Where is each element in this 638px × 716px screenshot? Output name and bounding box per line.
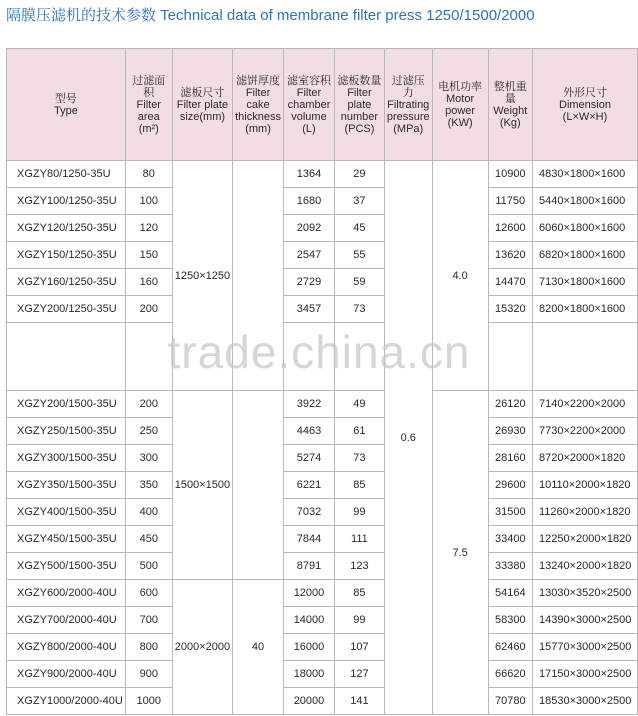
cell-dimension: 10110×2000×1820 — [532, 472, 637, 499]
cell-type: XGZY500/1500-35U — [7, 553, 126, 580]
table-row — [7, 499, 638, 526]
cell-plate-number: 123 — [335, 553, 385, 580]
table-row — [7, 242, 638, 269]
cell-weight: 70780 — [488, 688, 532, 715]
cell-chamber-volume: 7032 — [283, 499, 334, 526]
cell-weight: 26930 — [488, 418, 532, 445]
cell-filter-area: 120 — [125, 215, 172, 242]
header-line: 过滤面积 — [132, 74, 166, 99]
header-line: Dimension — [559, 98, 611, 111]
cell-dimension: 6820×1800×1600 — [532, 242, 637, 269]
cell-filter-area: 80 — [125, 161, 172, 188]
cell-weight: 54164 — [488, 580, 532, 607]
header-weight — [488, 49, 532, 161]
cell-plate-number: 61 — [335, 418, 385, 445]
table-row — [7, 391, 638, 418]
cell-type: XGZY800/2000-40U — [7, 634, 126, 661]
header-line: 电机功率 — [438, 80, 483, 93]
table-row — [7, 161, 638, 188]
header-line: Filter — [296, 86, 322, 99]
header-line: 外形尺寸 — [562, 86, 607, 99]
cell-chamber-volume: 2547 — [283, 242, 334, 269]
header-line: chamber — [287, 98, 331, 111]
header-line: Weight — [493, 104, 528, 117]
table-row — [7, 661, 638, 688]
cell-dimension: 7140×2200×2000 — [532, 391, 637, 418]
cell-weight: 66620 — [488, 661, 532, 688]
header-line: pressure — [386, 110, 430, 123]
cell-filter-area: 250 — [125, 418, 172, 445]
header-line: 滤板尺寸 — [180, 86, 225, 99]
cell-plate-number: 127 — [335, 661, 385, 688]
header-type — [7, 49, 126, 161]
header-line: (mm) — [245, 122, 271, 135]
table-row — [7, 607, 638, 634]
cell-filter-area: 160 — [125, 269, 172, 296]
cell-weight: 13620 — [488, 242, 532, 269]
cell-plate-number: 55 — [335, 242, 385, 269]
cell-plate-number: 37 — [335, 188, 385, 215]
header-filtrating-pressure — [384, 49, 432, 161]
cell-type: XGZY400/1500-35U — [7, 499, 126, 526]
cell-type: XGZY80/1250-35U — [7, 161, 126, 188]
cell-chamber-volume: 16000 — [283, 634, 334, 661]
header-line: 型号 — [54, 92, 77, 105]
cell-filter-area: 350 — [125, 472, 172, 499]
header-line: Filtrating — [387, 98, 430, 111]
cell-dimension: 5440×1800×1600 — [532, 188, 637, 215]
header-line: Filter plate — [347, 86, 372, 111]
header-line: (L×W×H) — [562, 110, 608, 123]
table-row — [7, 634, 638, 661]
cell-chamber-volume: 4463 — [283, 418, 334, 445]
cell-filter-area: 400 — [125, 499, 172, 526]
cell-plate-size: 1500×1500 — [172, 391, 232, 580]
cell-filter-area: 700 — [125, 607, 172, 634]
cell-chamber-volume: 14000 — [283, 607, 334, 634]
cell-weight: 62460 — [488, 634, 532, 661]
header-line: Filter cake — [245, 86, 271, 111]
header-plate-number — [335, 49, 385, 161]
header-line: (L) — [302, 122, 316, 135]
cell-chamber-volume: 1364 — [283, 161, 334, 188]
cell-plate-number: 49 — [335, 391, 385, 418]
table-row — [7, 526, 638, 553]
header-line: number — [340, 110, 379, 123]
watermark: trade.china.cn — [167, 326, 471, 378]
cell-plate-number: 111 — [335, 526, 385, 553]
header-motor-power — [432, 49, 488, 161]
cell-dimension: 11260×2000×1820 — [532, 499, 637, 526]
cell-motor-power: 4.0 — [432, 161, 488, 391]
cell-type: XGZY450/1500-35U — [7, 526, 126, 553]
header-line: (Kg) — [499, 116, 521, 129]
cell-chamber-volume: 20000 — [283, 688, 334, 715]
cell-chamber-volume — [283, 323, 334, 391]
header-cake-thickness — [233, 49, 284, 161]
cell-dimension: 15770×3000×2500 — [532, 634, 637, 661]
table-row — [7, 269, 638, 296]
table-row — [7, 296, 638, 323]
cell-plate-number: 59 — [335, 269, 385, 296]
header-row — [7, 49, 638, 161]
spec-table — [6, 48, 638, 715]
cell-cake-thickness — [233, 391, 284, 580]
cell-weight: 10900 — [488, 161, 532, 188]
cell-plate-number — [335, 323, 385, 391]
cell-filter-area: 500 — [125, 553, 172, 580]
cell-dimension: 13240×2000×1820 — [532, 553, 637, 580]
header-line: size(mm) — [179, 110, 226, 123]
cell-type: XGZY1000/2000-40U — [7, 688, 126, 715]
cell-type: XGZY120/1250-35U — [7, 215, 126, 242]
cell-type: XGZY300/1500-35U — [7, 445, 126, 472]
cell-plate-size: 1250×1250 — [172, 161, 232, 391]
cell-type: XGZY100/1250-35U — [7, 188, 126, 215]
cell-type: XGZY700/2000-40U — [7, 607, 126, 634]
header-plate-size — [172, 49, 232, 161]
cell-filter-area: 200 — [125, 391, 172, 418]
cell-weight: 33400 — [488, 526, 532, 553]
cell-dimension: 6060×1800×1600 — [532, 215, 637, 242]
header-line: (KW) — [447, 116, 473, 129]
header-line: (m²) — [138, 122, 159, 135]
header-filter-area — [125, 49, 172, 161]
cell-type — [7, 323, 126, 391]
cell-filtrating-pressure: 0.6 — [384, 161, 432, 715]
cell-dimension: 13030×3520×2500 — [532, 580, 637, 607]
cell-dimension: 14390×3000×2500 — [532, 607, 637, 634]
cell-chamber-volume: 12000 — [283, 580, 334, 607]
cell-dimension: 8720×2000×1820 — [532, 445, 637, 472]
cell-dimension: 8200×1800×1600 — [532, 296, 637, 323]
cell-dimension: 17150×3000×2500 — [532, 661, 637, 688]
table-row — [7, 472, 638, 499]
header-line: 过滤压力 — [391, 74, 425, 99]
cell-filter-area: 450 — [125, 526, 172, 553]
table-row — [7, 418, 638, 445]
header-line: 滤饼厚度 — [236, 74, 281, 87]
cell-type: XGZY900/2000-40U — [7, 661, 126, 688]
cell-chamber-volume: 18000 — [283, 661, 334, 688]
cell-cake-thickness: 40 — [233, 580, 284, 715]
header-line: volume — [291, 110, 327, 123]
header-line: Filter area — [136, 98, 161, 123]
cell-filter-area: 1000 — [125, 688, 172, 715]
cell-dimension: 12250×2000×1820 — [532, 526, 637, 553]
page-title: 隔膜压滤机的技术参数 Technical data of membrane filter press 1250/1500/2000 — [6, 7, 535, 24]
cell-plate-number: 99 — [335, 607, 385, 634]
cell-weight: 29600 — [488, 472, 532, 499]
cell-weight: 31500 — [488, 499, 532, 526]
cell-chamber-volume: 3922 — [283, 391, 334, 418]
cell-plate-size: 2000×2000 — [172, 580, 232, 715]
cell-plate-number: 45 — [335, 215, 385, 242]
cell-filter-area: 150 — [125, 242, 172, 269]
table-row — [7, 445, 638, 472]
cell-chamber-volume: 2092 — [283, 215, 334, 242]
table-row — [7, 188, 638, 215]
cell-type: XGZY350/1500-35U — [7, 472, 126, 499]
cell-chamber-volume: 3457 — [283, 296, 334, 323]
cell-type: XGZY200/1250-35U — [7, 296, 126, 323]
header-chamber-volume — [283, 49, 334, 161]
cell-dimension — [532, 323, 637, 391]
cell-weight: 11750 — [488, 188, 532, 215]
header-line: (PCS) — [344, 122, 375, 135]
cell-plate-number: 85 — [335, 580, 385, 607]
header-line: 滤板数量 — [337, 74, 382, 87]
cell-dimension: 4830×1800×1600 — [532, 161, 637, 188]
cell-dimension: 7730×2200×2000 — [532, 418, 637, 445]
cell-type: XGZY160/1250-35U — [7, 269, 126, 296]
cell-plate-number: 73 — [335, 445, 385, 472]
cell-weight: 26120 — [488, 391, 532, 418]
cell-weight: 33380 — [488, 553, 532, 580]
cell-filter-area: 200 — [125, 296, 172, 323]
header-line: 滤室容积 — [286, 74, 331, 87]
cell-chamber-volume: 5274 — [283, 445, 334, 472]
cell-weight: 14470 — [488, 269, 532, 296]
cell-chamber-volume: 7844 — [283, 526, 334, 553]
cell-type: XGZY250/1500-35U — [7, 418, 126, 445]
cell-plate-number: 73 — [335, 296, 385, 323]
cell-motor-power: 7.5 — [432, 391, 488, 715]
cell-plate-number: 85 — [335, 472, 385, 499]
cell-chamber-volume: 2729 — [283, 269, 334, 296]
header-line: Motor power — [445, 92, 476, 117]
cell-plate-number: 141 — [335, 688, 385, 715]
cell-filter-area: 300 — [125, 445, 172, 472]
header-line: thickness — [235, 110, 281, 123]
cell-filter-area: 600 — [125, 580, 172, 607]
cell-chamber-volume: 8791 — [283, 553, 334, 580]
cell-plate-number: 99 — [335, 499, 385, 526]
cell-plate-number: 29 — [335, 161, 385, 188]
cell-type: XGZY200/1500-35U — [7, 391, 126, 418]
cell-cake-thickness — [233, 161, 284, 391]
header-line: 整机重量 — [493, 80, 527, 105]
gap-row — [7, 323, 638, 391]
cell-filter-area — [125, 323, 172, 391]
cell-weight: 58300 — [488, 607, 532, 634]
cell-dimension: 7130×1800×1600 — [532, 269, 637, 296]
table-row — [7, 553, 638, 580]
cell-type: XGZY600/2000-40U — [7, 580, 126, 607]
table-row — [7, 580, 638, 607]
cell-filter-area: 900 — [125, 661, 172, 688]
cell-plate-number: 107 — [335, 634, 385, 661]
table-row — [7, 688, 638, 715]
cell-filter-area: 100 — [125, 188, 172, 215]
cell-weight: 28160 — [488, 445, 532, 472]
cell-dimension: 18530×3000×2500 — [532, 688, 637, 715]
header-dimension — [532, 49, 637, 161]
cell-type: XGZY150/1250-35U — [7, 242, 126, 269]
cell-weight: 12600 — [488, 215, 532, 242]
header-line: Filter plate — [176, 98, 229, 111]
cell-filter-area: 800 — [125, 634, 172, 661]
cell-weight: 15320 — [488, 296, 532, 323]
cell-chamber-volume: 1680 — [283, 188, 334, 215]
header-line: (MPa) — [393, 122, 424, 135]
table-row — [7, 215, 638, 242]
cell-weight — [488, 323, 532, 391]
cell-chamber-volume: 6221 — [283, 472, 334, 499]
header-line: Type — [53, 104, 78, 117]
